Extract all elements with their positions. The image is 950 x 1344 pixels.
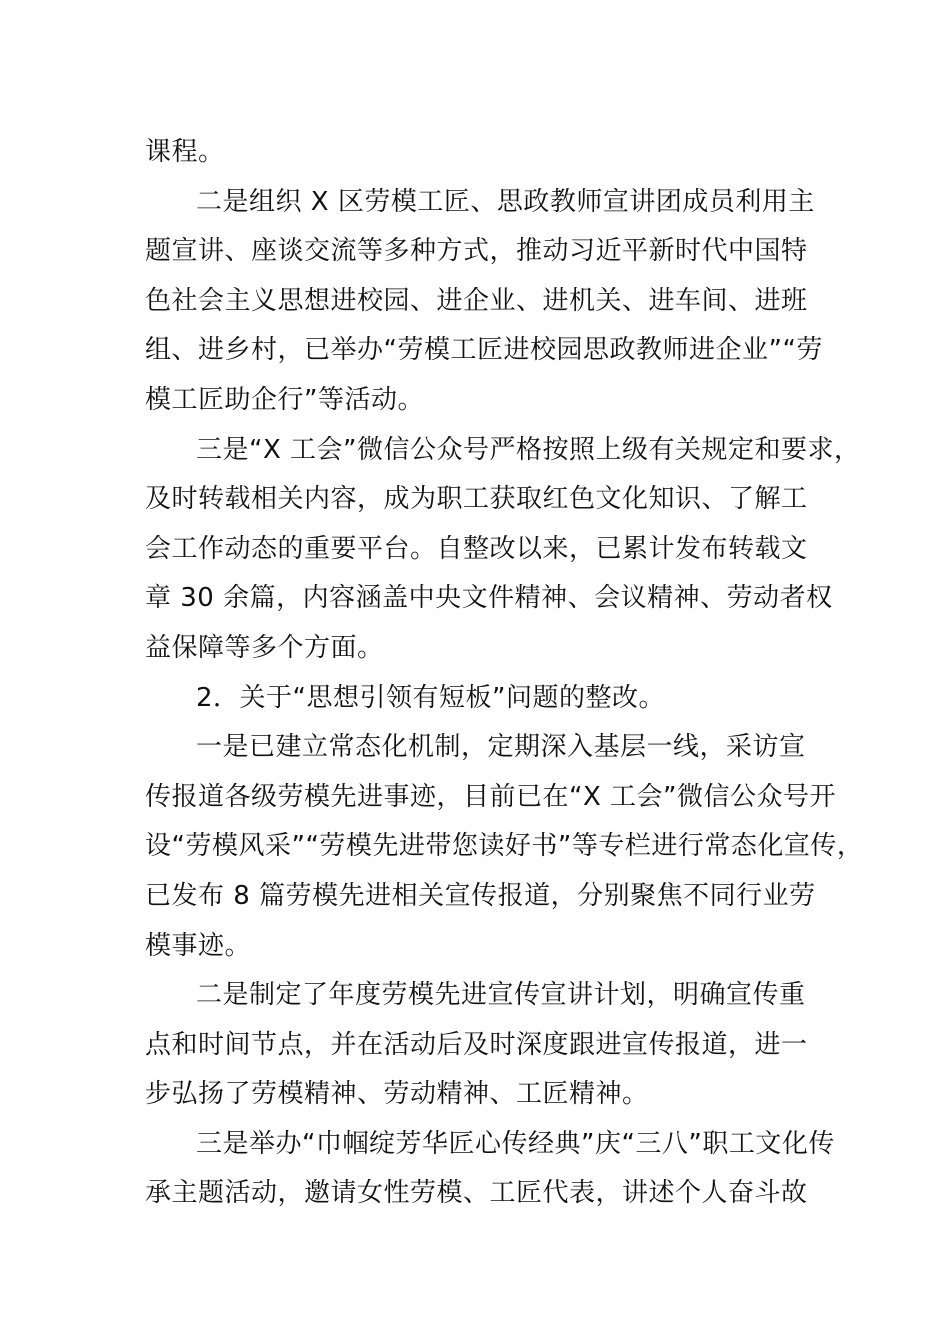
section-heading: 2．关于“思想引领有短板”问题的整改。: [196, 682, 665, 713]
text-line: 模工匠助企行”等活动。: [145, 384, 424, 415]
text-line: 题宣讲、座谈交流等多种方式，推动习近平新时代中国特: [145, 236, 808, 267]
text-line: 章 30 余篇，内容涵盖中央文件精神、会议精神、劳动者权: [145, 583, 833, 614]
text-line: 设“劳模风采”“劳模先进带您读好书”等专栏进行常态化宣传，: [145, 831, 864, 862]
text-line: 三是“X 工会”微信公众号严格按照上级有关规定和要求，: [196, 434, 861, 465]
text-line: 二是制定了年度劳模先进宣传宣讲计划，明确宣传重: [196, 980, 806, 1011]
text-line: 传报道各级劳模先进事迹，目前已在“X 工会”微信公众号开: [145, 781, 837, 812]
text-line: 三是举办“巾帼绽芳华匠心传经典”庆“三八”职工文化传: [196, 1128, 835, 1159]
text-line: 承主题活动，邀请女性劳模、工匠代表，讲述个人奋斗故: [145, 1178, 808, 1209]
text-line: 二是组织 X 区劳模工匠、思政教师宣讲团成员利用主: [196, 186, 815, 217]
text-line: 组、进乡村，已举办“劳模工匠进校园思政教师进企业”“劳: [145, 335, 823, 366]
text-line: 已发布 8 篇劳模先进相关宣传报道，分别聚焦不同行业劳: [145, 880, 816, 911]
text-line: 课程。: [145, 137, 225, 167]
text-line: 步弘扬了劳模精神、劳动精神、工匠精神。: [145, 1079, 649, 1110]
text-line: 会工作动态的重要平台。自整改以来，已累计发布转载文: [145, 533, 808, 564]
text-line: 点和时间节点，并在活动后及时深度跟进宣传报道，进一: [145, 1029, 808, 1060]
text-line: 及时转载相关内容，成为职工获取红色文化知识、了解工: [145, 484, 808, 515]
text-line: 一是已建立常态化机制，定期深入基层一线，采访宣: [196, 732, 806, 763]
document-body: [145, 128, 864, 1219]
text-line: 模事迹。: [145, 930, 252, 961]
text-line: 益保障等多个方面。: [145, 632, 384, 663]
text-line: 色社会主义思想进校园、进企业、进机关、进车间、进班: [145, 285, 808, 316]
